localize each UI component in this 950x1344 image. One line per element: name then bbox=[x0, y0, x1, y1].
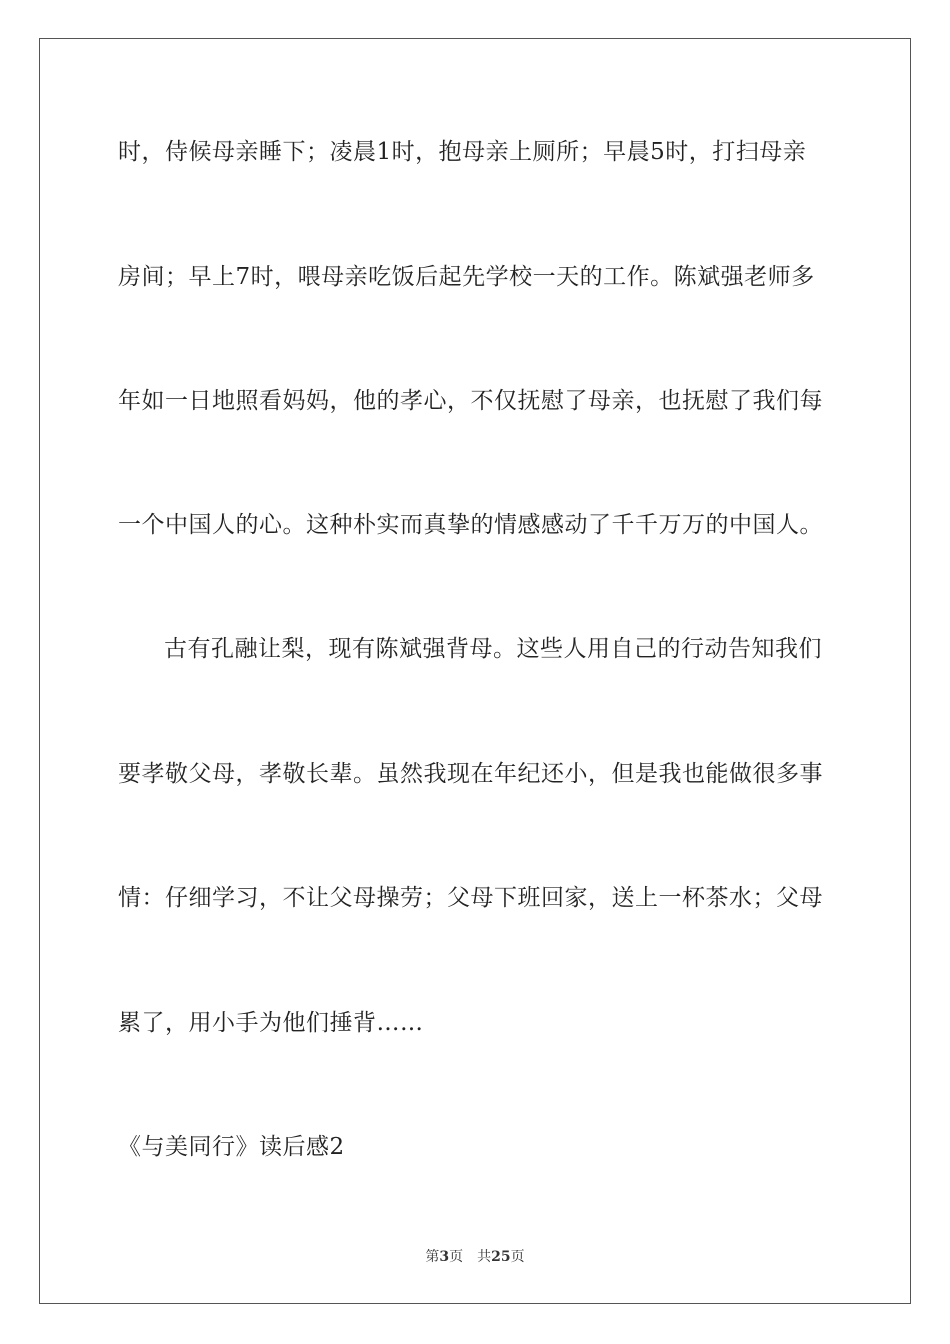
page-footer bbox=[0, 1248, 950, 1266]
body-line-3: 年如一日地照看妈妈，他的孝心，不仅抚慰了母亲，也抚慰了我们每 bbox=[118, 388, 823, 414]
page-number: 3 bbox=[439, 1249, 450, 1265]
page-prefix: 第 bbox=[425, 1249, 440, 1265]
body-line-1: 时，侍候母亲睡下；凌晨1时，抱母亲上厕所；早晨5时，打扫母亲 bbox=[118, 139, 807, 165]
body-line-2: 房间；早上7时，喂母亲吃饭后起先学校一天的工作。陈斌强老师多 bbox=[118, 264, 815, 290]
section-heading: 《与美同行》读后感2 bbox=[118, 1134, 345, 1160]
page-border bbox=[39, 38, 911, 1304]
total-suffix: 页 bbox=[510, 1249, 525, 1265]
body-line-6: 要孝敬父母，孝敬长辈。虽然我现在年纪还小，但是我也能做很多事 bbox=[118, 761, 823, 787]
total-prefix: 共 bbox=[477, 1249, 492, 1265]
body-line-5-paragraph-start: 古有孔融让梨，现有陈斌强背母。这些人用自己的行动告知我们 bbox=[164, 636, 822, 662]
body-line-8: 累了，用小手为他们捶背…… bbox=[118, 1010, 424, 1036]
body-line-7: 情：仔细学习，不让父母操劳；父母下班回家，送上一杯茶水；父母 bbox=[118, 885, 823, 911]
body-line-4: 一个中国人的心。这种朴实而真挚的情感感动了千千万万的中国人。 bbox=[118, 512, 823, 538]
page-suffix: 页 bbox=[449, 1249, 464, 1265]
total-pages: 25 bbox=[491, 1249, 511, 1265]
